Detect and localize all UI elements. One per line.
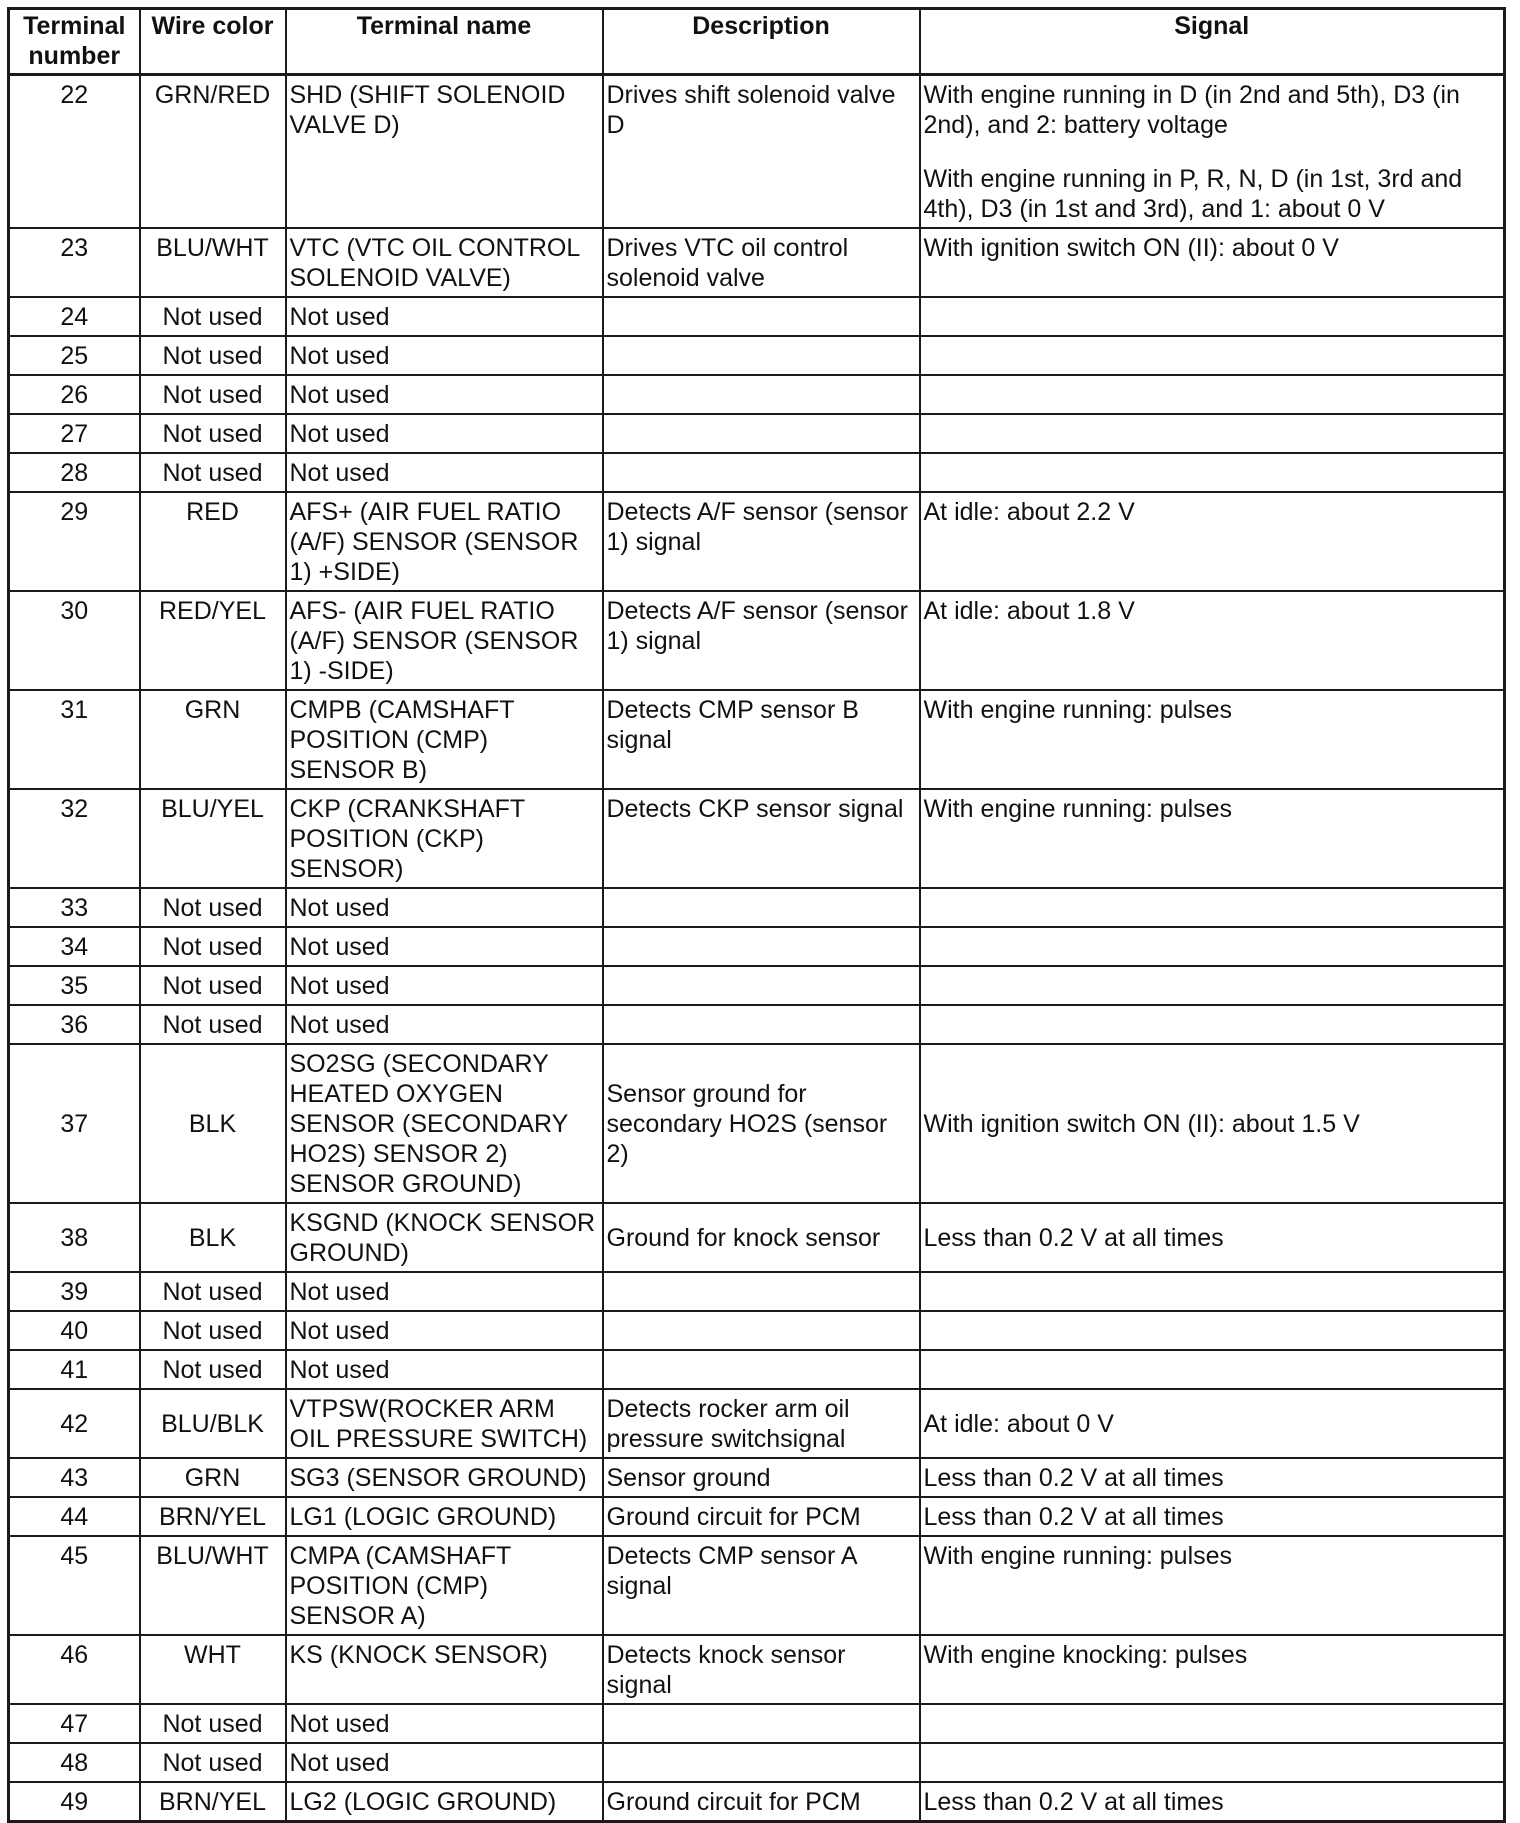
terminal-number-cell: 49 bbox=[9, 1782, 140, 1822]
wire-color-cell: Not used bbox=[140, 336, 286, 375]
wire-color-cell: BLU/WHT bbox=[140, 228, 286, 297]
terminal-number-cell: 28 bbox=[9, 453, 140, 492]
terminal-name-cell: KS (KNOCK SENSOR) bbox=[286, 1635, 603, 1704]
terminal-name-cell: Not used bbox=[286, 966, 603, 1005]
terminal-name-cell: VTPSW(ROCKER ARM OIL PRESSURE SWITCH) bbox=[286, 1389, 603, 1458]
terminal-number-cell: 27 bbox=[9, 414, 140, 453]
description-cell bbox=[603, 297, 920, 336]
description-cell bbox=[603, 1272, 920, 1311]
terminal-name-cell: Not used bbox=[286, 1743, 603, 1782]
table-row bbox=[9, 1311, 1505, 1350]
table-row bbox=[9, 1203, 1505, 1272]
table-row bbox=[9, 375, 1505, 414]
signal-cell bbox=[920, 1044, 1505, 1203]
description-cell: Drives VTC oil control solenoid valve bbox=[603, 228, 920, 297]
signal-cell bbox=[920, 1635, 1505, 1704]
wire-color-cell: GRN/RED bbox=[140, 75, 286, 229]
wire-color-cell: Not used bbox=[140, 1743, 286, 1782]
description-cell: Detects rocker arm oil pressure switchsignal bbox=[603, 1389, 920, 1458]
terminal-name-cell: Not used bbox=[286, 1311, 603, 1350]
wire-color-cell: BRN/YEL bbox=[140, 1497, 286, 1536]
table-row bbox=[9, 336, 1505, 375]
terminal-name-cell: KSGND (KNOCK SENSOR GROUND) bbox=[286, 1203, 603, 1272]
signal-cell bbox=[920, 1704, 1505, 1743]
signal-text: With engine knocking: pulses bbox=[923, 1641, 1248, 1669]
wire-color-cell: BLU/BLK bbox=[140, 1389, 286, 1458]
terminal-name-cell: Not used bbox=[286, 375, 603, 414]
wire-color-cell: WHT bbox=[140, 1635, 286, 1704]
description-cell bbox=[603, 1743, 920, 1782]
signal-cell bbox=[920, 1311, 1505, 1350]
terminal-number-cell: 37 bbox=[9, 1044, 140, 1203]
terminal-number-cell: 46 bbox=[9, 1635, 140, 1704]
signal-text: At idle: about 1.8 V bbox=[923, 597, 1135, 625]
signal-cell bbox=[920, 1005, 1505, 1044]
description-cell: Ground circuit for PCM bbox=[603, 1497, 920, 1536]
table-row bbox=[9, 228, 1505, 297]
terminal-number-cell: 38 bbox=[9, 1203, 140, 1272]
signal-cell bbox=[920, 1458, 1505, 1497]
terminal-name-cell: AFS+ (AIR FUEL RATIO (A/F) SENSOR (SENSOR 1) +SIDE) bbox=[286, 492, 603, 591]
wire-color-cell: Not used bbox=[140, 1350, 286, 1389]
description-cell bbox=[603, 375, 920, 414]
terminal-number-cell: 41 bbox=[9, 1350, 140, 1389]
table-row bbox=[9, 1044, 1505, 1203]
signal-cell bbox=[920, 888, 1505, 927]
terminal-name-cell: Not used bbox=[286, 414, 603, 453]
table-row bbox=[9, 1782, 1505, 1822]
signal-cell bbox=[920, 75, 1505, 229]
wire-color-cell: GRN bbox=[140, 1458, 286, 1497]
terminal-name-cell: AFS- (AIR FUEL RATIO (A/F) SENSOR (SENSOR 1) -SIDE) bbox=[286, 591, 603, 690]
terminal-number-cell: 24 bbox=[9, 297, 140, 336]
terminal-number-cell: 22 bbox=[9, 75, 140, 229]
terminal-name-cell: CKP (CRANKSHAFT POSITION (CKP) SENSOR) bbox=[286, 789, 603, 888]
wire-color-cell: Not used bbox=[140, 1704, 286, 1743]
terminal-number-cell: 33 bbox=[9, 888, 140, 927]
description-cell: Drives shift solenoid valve D bbox=[603, 75, 920, 229]
terminal-name-cell: Not used bbox=[286, 336, 603, 375]
signal-text: With engine running: pulses bbox=[923, 696, 1233, 724]
terminal-number-cell: 47 bbox=[9, 1704, 140, 1743]
table-row bbox=[9, 1743, 1505, 1782]
signal-cell bbox=[920, 927, 1505, 966]
table-row bbox=[9, 453, 1505, 492]
description-cell: Detects A/F sensor (sensor 1) signal bbox=[603, 492, 920, 591]
terminal-number-cell: 42 bbox=[9, 1389, 140, 1458]
description-cell: Detects CMP sensor B signal bbox=[603, 690, 920, 789]
wire-color-cell: Not used bbox=[140, 375, 286, 414]
signal-cell bbox=[920, 1272, 1505, 1311]
wire-color-cell: BLU/WHT bbox=[140, 1536, 286, 1635]
signal-cell bbox=[920, 336, 1505, 375]
signal-text: With ignition switch ON (II): about 0 V bbox=[923, 234, 1339, 262]
signal-cell bbox=[920, 591, 1505, 690]
terminal-name-cell: Not used bbox=[286, 1350, 603, 1389]
terminal-name-cell: Not used bbox=[286, 927, 603, 966]
table-row bbox=[9, 927, 1505, 966]
terminal-number-cell: 43 bbox=[9, 1458, 140, 1497]
terminal-name-cell: LG1 (LOGIC GROUND) bbox=[286, 1497, 603, 1536]
description-cell: Sensor ground for secondary HO2S (sensor 2) bbox=[603, 1044, 920, 1203]
terminal-name-cell: Not used bbox=[286, 888, 603, 927]
signal-text: Less than 0.2 V at all times bbox=[923, 1788, 1224, 1816]
terminal-number-cell: 40 bbox=[9, 1311, 140, 1350]
terminal-table-container bbox=[7, 7, 1506, 1823]
signal-cell bbox=[920, 297, 1505, 336]
table-row bbox=[9, 591, 1505, 690]
signal-cell bbox=[920, 1782, 1505, 1822]
table-row bbox=[9, 690, 1505, 789]
terminal-number-cell: 35 bbox=[9, 966, 140, 1005]
wire-color-cell: Not used bbox=[140, 1311, 286, 1350]
terminal-number-cell: 29 bbox=[9, 492, 140, 591]
terminal-table bbox=[7, 7, 1506, 1823]
signal-cell bbox=[920, 1389, 1505, 1458]
signal-text: Less than 0.2 V at all times bbox=[923, 1464, 1224, 1492]
description-cell bbox=[603, 1311, 920, 1350]
wire-color-cell: GRN bbox=[140, 690, 286, 789]
description-cell: Ground for knock sensor bbox=[603, 1203, 920, 1272]
table-row bbox=[9, 888, 1505, 927]
wire-color-cell: Not used bbox=[140, 888, 286, 927]
description-cell bbox=[603, 888, 920, 927]
terminal-number-cell: 31 bbox=[9, 690, 140, 789]
terminal-name-cell: SHD (SHIFT SOLENOID VALVE D) bbox=[286, 75, 603, 229]
table-row bbox=[9, 492, 1505, 591]
signal-cell bbox=[920, 690, 1505, 789]
wire-color-cell: BLU/YEL bbox=[140, 789, 286, 888]
signal-cell bbox=[920, 492, 1505, 591]
signal-text: With engine running: pulses bbox=[923, 795, 1233, 823]
header-terminal-name: Terminal name bbox=[286, 9, 603, 75]
wire-color-cell: BLK bbox=[140, 1203, 286, 1272]
terminal-name-cell: Not used bbox=[286, 1704, 603, 1743]
signal-text: Less than 0.2 V at all times bbox=[923, 1503, 1224, 1531]
signal-cell bbox=[920, 1743, 1505, 1782]
wire-color-cell: BLK bbox=[140, 1044, 286, 1203]
header-wire-color: Wire color bbox=[140, 9, 286, 75]
description-cell: Detects A/F sensor (sensor 1) signal bbox=[603, 591, 920, 690]
terminal-name-cell: VTC (VTC OIL CONTROL SOLENOID VALVE) bbox=[286, 228, 603, 297]
signal-cell bbox=[920, 375, 1505, 414]
wire-color-cell: Not used bbox=[140, 1272, 286, 1311]
signal-cell bbox=[920, 1497, 1505, 1536]
header-signal: Signal bbox=[920, 9, 1505, 75]
terminal-name-cell: Not used bbox=[286, 297, 603, 336]
terminal-number-cell: 26 bbox=[9, 375, 140, 414]
terminal-number-cell: 45 bbox=[9, 1536, 140, 1635]
signal-cell bbox=[920, 414, 1505, 453]
description-cell: Detects CMP sensor A signal bbox=[603, 1536, 920, 1635]
table-header bbox=[9, 9, 1505, 75]
terminal-number-cell: 30 bbox=[9, 591, 140, 690]
description-cell bbox=[603, 453, 920, 492]
terminal-number-cell: 48 bbox=[9, 1743, 140, 1782]
signal-text: With engine running in D (in 2nd and 5th), D3 (in 2nd), and 2: battery voltage bbox=[923, 81, 1460, 139]
wire-color-cell: Not used bbox=[140, 414, 286, 453]
wire-color-cell: RED/YEL bbox=[140, 591, 286, 690]
signal-cell bbox=[920, 966, 1505, 1005]
table-row bbox=[9, 414, 1505, 453]
signal-cell bbox=[920, 1203, 1505, 1272]
description-cell bbox=[603, 1350, 920, 1389]
signal-cell bbox=[920, 453, 1505, 492]
table-row bbox=[9, 1635, 1505, 1704]
table-row bbox=[9, 1536, 1505, 1635]
terminal-name-cell: Not used bbox=[286, 1005, 603, 1044]
terminal-number-cell: 23 bbox=[9, 228, 140, 297]
wire-color-cell: Not used bbox=[140, 453, 286, 492]
table-row bbox=[9, 1389, 1505, 1458]
signal-cell bbox=[920, 1350, 1505, 1389]
signal-text: With ignition switch ON (II): about 1.5 V bbox=[923, 1110, 1360, 1138]
terminal-name-cell: LG2 (LOGIC GROUND) bbox=[286, 1782, 603, 1822]
description-cell bbox=[603, 1005, 920, 1044]
terminal-name-cell: Not used bbox=[286, 1272, 603, 1311]
table-row bbox=[9, 966, 1505, 1005]
table-row bbox=[9, 1497, 1505, 1536]
terminal-name-cell: SG3 (SENSOR GROUND) bbox=[286, 1458, 603, 1497]
description-cell bbox=[603, 414, 920, 453]
signal-cell bbox=[920, 789, 1505, 888]
description-cell bbox=[603, 336, 920, 375]
table-row bbox=[9, 789, 1505, 888]
wire-color-cell: Not used bbox=[140, 927, 286, 966]
terminal-number-cell: 32 bbox=[9, 789, 140, 888]
table-row bbox=[9, 1272, 1505, 1311]
description-cell: Detects CKP sensor signal bbox=[603, 789, 920, 888]
description-cell: Sensor ground bbox=[603, 1458, 920, 1497]
terminal-name-cell: Not used bbox=[286, 453, 603, 492]
wire-color-cell: Not used bbox=[140, 1005, 286, 1044]
header-terminal-number: Terminal number bbox=[9, 9, 140, 75]
terminal-name-cell: SO2SG (SECONDARY HEATED OXYGEN SENSOR (SECONDARY HO2S) SENSOR 2) SENSOR GROUND) bbox=[286, 1044, 603, 1203]
table-row bbox=[9, 75, 1505, 229]
signal-cell bbox=[920, 228, 1505, 297]
wire-color-cell: RED bbox=[140, 492, 286, 591]
header-description: Description bbox=[603, 9, 920, 75]
terminal-number-cell: 25 bbox=[9, 336, 140, 375]
table-row bbox=[9, 1704, 1505, 1743]
terminal-number-cell: 39 bbox=[9, 1272, 140, 1311]
description-cell bbox=[603, 927, 920, 966]
description-cell bbox=[603, 966, 920, 1005]
wire-color-cell: Not used bbox=[140, 297, 286, 336]
terminal-name-cell: CMPB (CAMSHAFT POSITION (CMP) SENSOR B) bbox=[286, 690, 603, 789]
table-row bbox=[9, 1005, 1505, 1044]
terminal-number-cell: 44 bbox=[9, 1497, 140, 1536]
terminal-number-cell: 34 bbox=[9, 927, 140, 966]
table-row bbox=[9, 1350, 1505, 1389]
wire-color-cell: BRN/YEL bbox=[140, 1782, 286, 1822]
table-row bbox=[9, 297, 1505, 336]
terminal-name-cell: CMPA (CAMSHAFT POSITION (CMP) SENSOR A) bbox=[286, 1536, 603, 1635]
table-body bbox=[9, 75, 1505, 1822]
signal-text: At idle: about 0 V bbox=[923, 1410, 1114, 1438]
wire-color-cell: Not used bbox=[140, 966, 286, 1005]
signal-text: Less than 0.2 V at all times bbox=[923, 1224, 1224, 1252]
description-cell bbox=[603, 1704, 920, 1743]
signal-text: With engine running in P, R, N, D (in 1st, 3rd and 4th), D3 (in 1st and 3rd), and 1: about 0 V bbox=[923, 165, 1463, 223]
terminal-number-cell: 36 bbox=[9, 1005, 140, 1044]
signal-cell bbox=[920, 1536, 1505, 1635]
table-row bbox=[9, 1458, 1505, 1497]
signal-text: With engine running: pulses bbox=[923, 1542, 1233, 1570]
description-cell: Detects knock sensor signal bbox=[603, 1635, 920, 1704]
signal-text: At idle: about 2.2 V bbox=[923, 498, 1135, 526]
header-row bbox=[9, 9, 1505, 75]
description-cell: Ground circuit for PCM bbox=[603, 1782, 920, 1822]
